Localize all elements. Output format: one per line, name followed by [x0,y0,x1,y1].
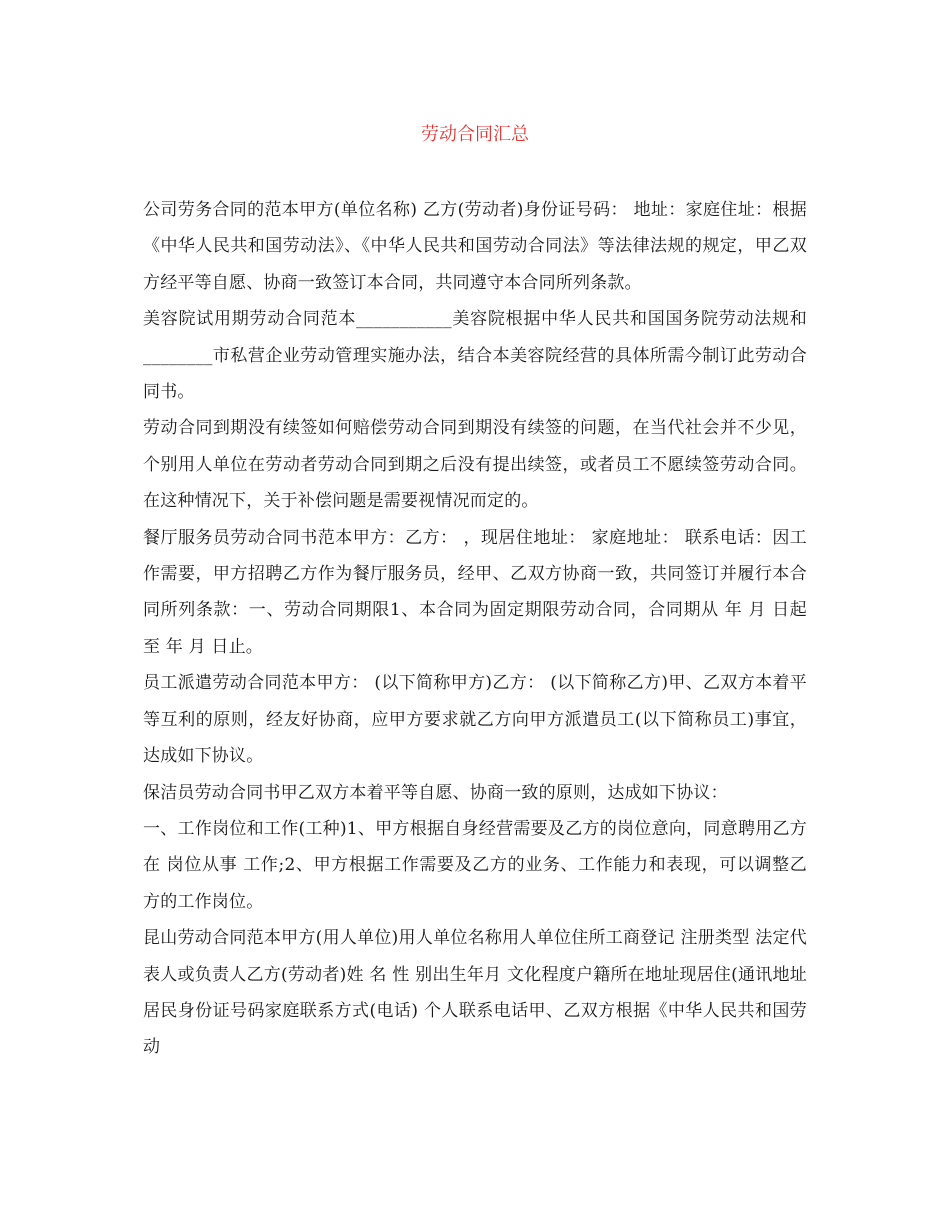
document-title: 劳动合同汇总 [421,124,529,145]
paragraph-contract-renewal: 劳动合同到期没有续签如何赔偿劳动合同到期没有续签的问题，在当代社会并不少见，个别用人单位在劳动者劳动合同到期之后没有提出续签，或者员工不愿续签劳动合同。在这种情况下，关于补偿问题是需要视情况而定的。 [143,418,807,512]
paragraph-job-position: 一、工作岗位和工作(工种)1、甲方根据自身经营需要及乙方的岗位意向，同意聘用乙方在 岗位从事 工作;2、甲方根据工作需要及乙方的业务、工作能力和表现，可以调整乙方的工作岗位。 [143,818,807,912]
paragraph-restaurant-waiter-contract: 餐厅服务员劳动合同书范本甲方：乙方： ，现居住地址： 家庭地址： 联系电话：因工作需要，甲方招聘乙方作为餐厅服务员，经甲、乙双方协商一致，共同签订并履行本合同所列条款：一、劳动合同期限1、本合同为固定期限劳动合同，合同期从 年 月 日起至 年 月 日止。 [143,527,807,657]
paragraph-company-service-contract: 公司劳务合同的范本甲方(单位名称) 乙方(劳动者)身份证号码： 地址：家庭住址：根据《中华人民共和国劳动法》、《中华人民共和国劳动合同法》等法律法规的规定，甲乙双方经平等自愿、协商一致签订本合同，共同遵守本合同所列条款。 [143,200,807,293]
paragraph-beauty-salon-contract: 美容院试用期劳动合同范本___________美容院根据中华人民共和国国务院劳动法规和________市私营企业劳动管理实施办法，结合本美容院经营的具体所需今制订此劳动合同书。 [143,309,807,403]
paragraph-dispatch-contract: 员工派遣劳动合同范本甲方： (以下简称甲方)乙方： (以下简称乙方)甲、乙双方本着平等互利的原则，经友好协商，应甲方要求就乙方向甲方派遣员工(以下简称员工)事宜，达成如下协议。 [143,673,807,767]
document-body [143,192,807,1066]
paragraph-kunshan-contract: 昆山劳动合同范本甲方(用人单位)用人单位名称用人单位住所工商登记 注册类型 法定代表人或负责人乙方(劳动者)姓 名 性 别出生年月 文化程度户籍所在地址现居住(通讯地址 居民身份证号码家庭联系方式(电话) 个人联系电话甲、乙双方根据《中华人民共和国劳动 [143,928,807,1058]
paragraph-cleaner-contract: 保洁员劳动合同书甲乙双方本着平等自愿、协商一致的原则，达成如下协议： [143,782,728,803]
